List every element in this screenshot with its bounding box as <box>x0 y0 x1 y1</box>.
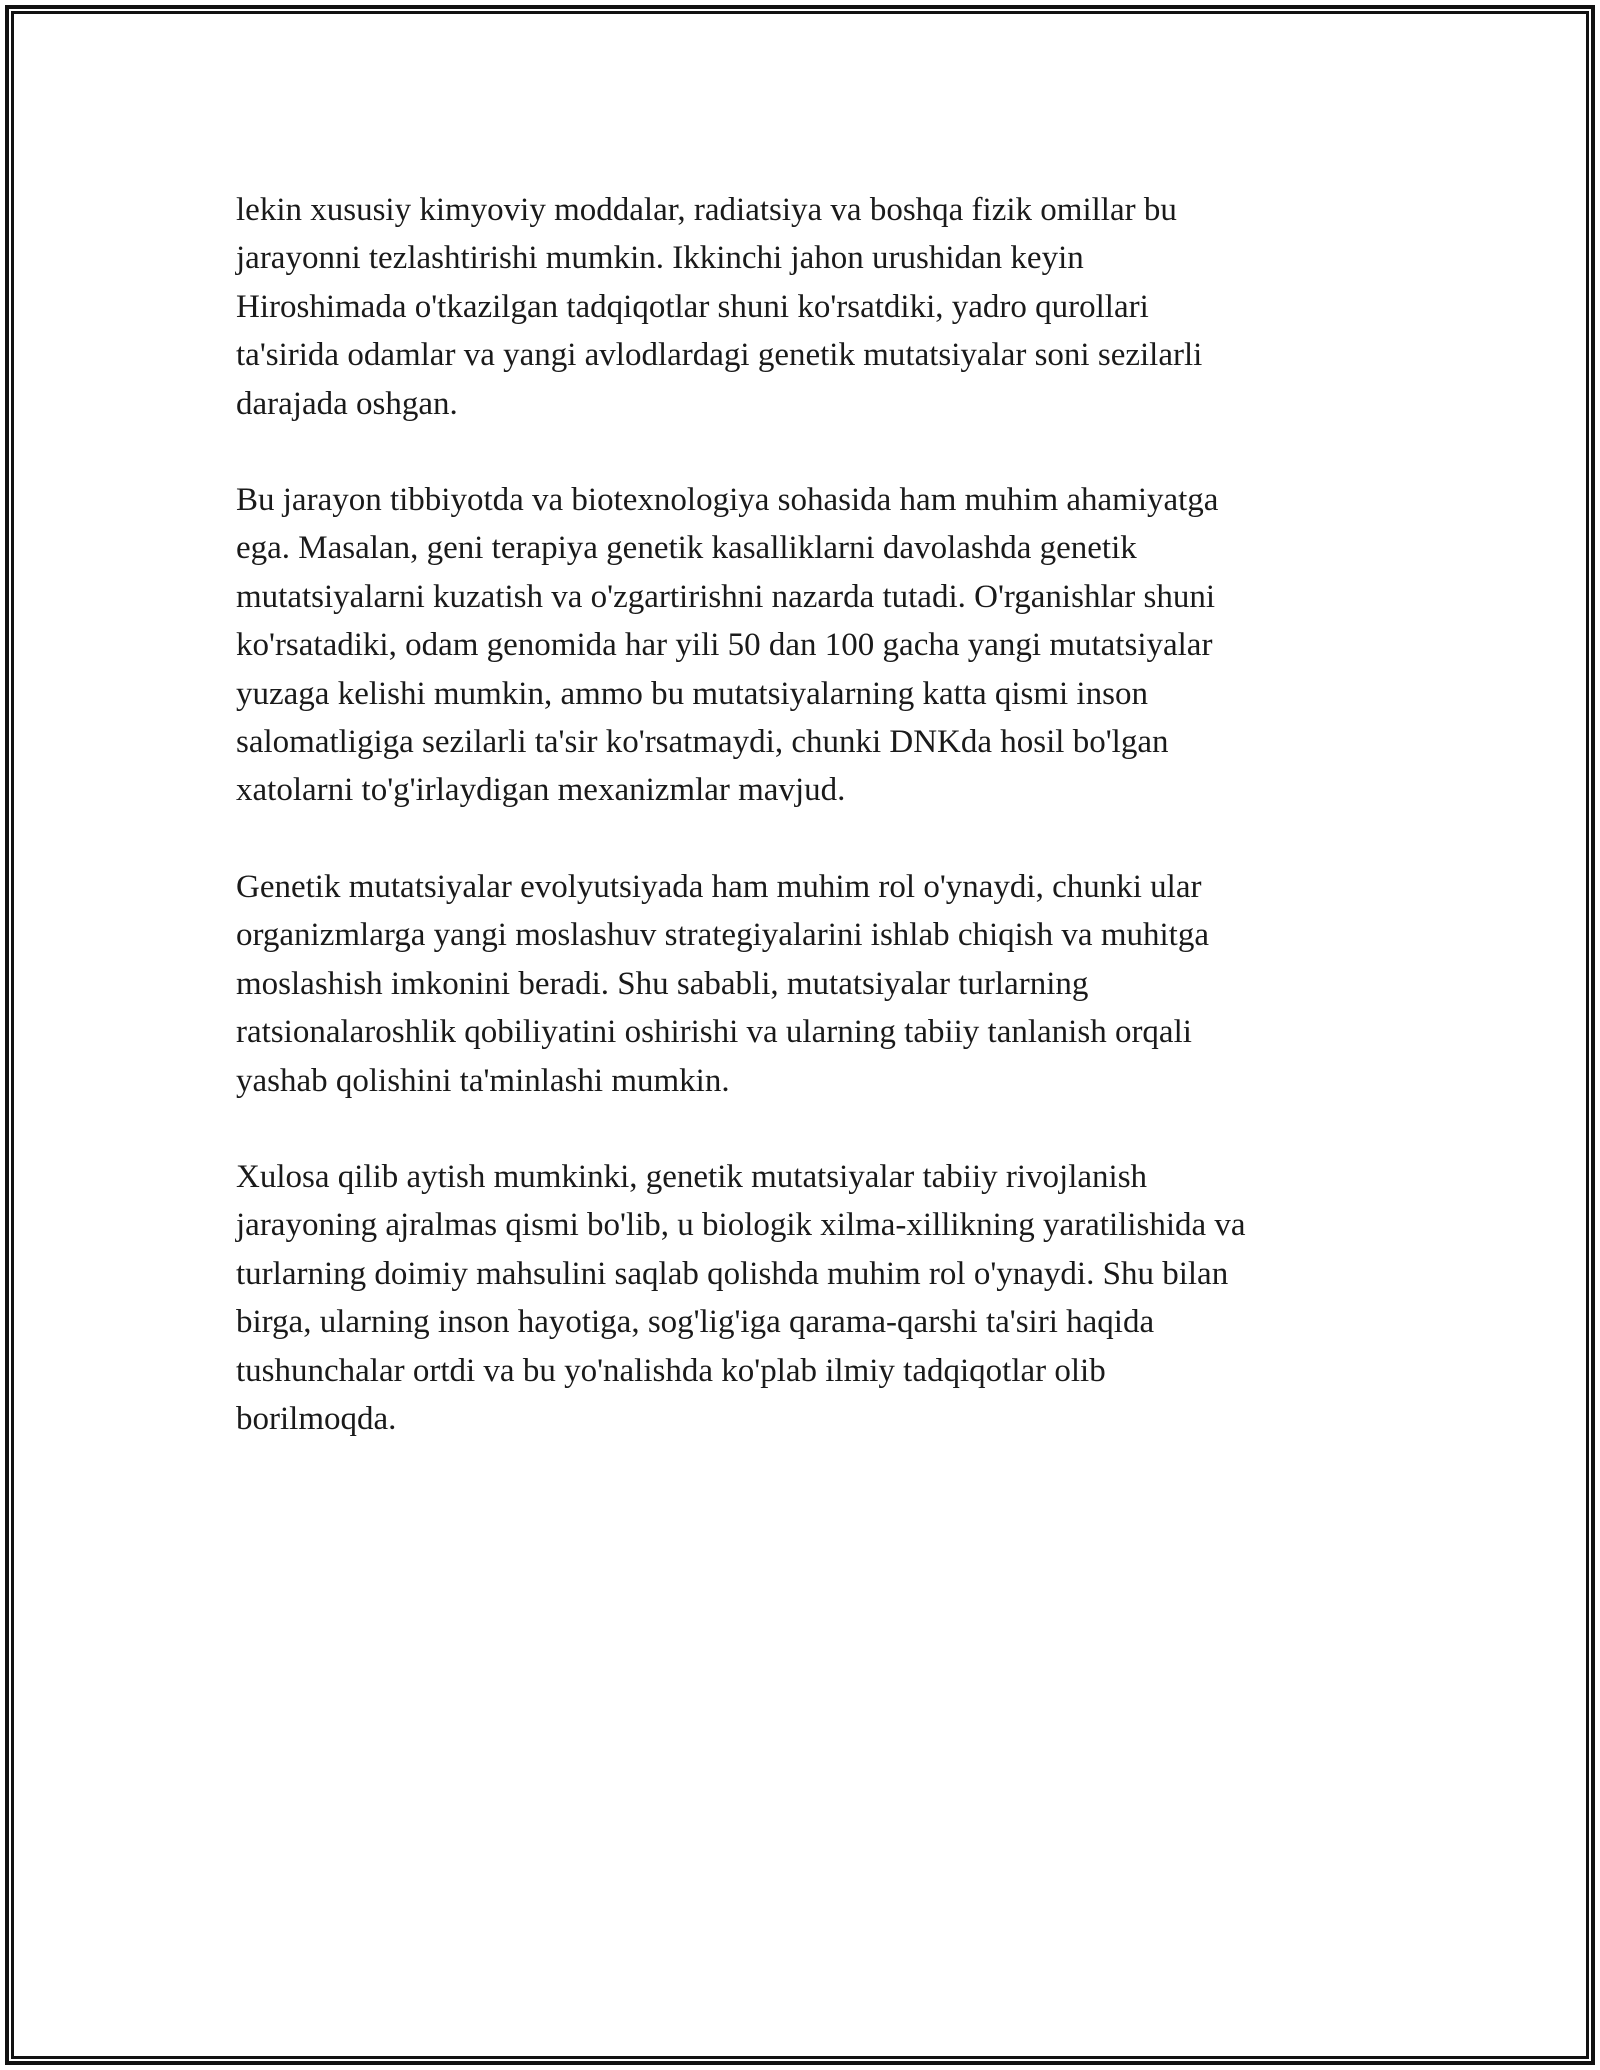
document-body <box>236 186 1366 1491</box>
text-line: darajada oshgan. <box>236 385 458 422</box>
text-line: birga, ularning inson hayotiga, sog'lig'iga qarama-qarshi ta'siri haqida <box>236 1304 1155 1341</box>
text-line: Hiroshimada o'tkazilgan tadqiqotlar shuni ko'rsatdiki, yadro qurollari <box>236 288 1149 325</box>
text-line: borilmoqda. <box>236 1400 397 1437</box>
text-line: jarayoning ajralmas qismi bo'lib, u biologik xilma-xillikning yaratilishida va <box>236 1207 1246 1244</box>
text-line: ega. Masalan, geni terapiya genetik kasalliklarni davolashda genetik <box>236 530 1137 567</box>
paragraph-1 <box>236 186 1366 428</box>
text-line: yuzaga kelishi mumkin, ammo bu mutatsiyalarning katta qismi inson <box>236 675 1148 712</box>
text-line: turlarning doimiy mahsulini saqlab qolishda muhim rol o'ynaydi. Shu bilan <box>236 1255 1229 1292</box>
paragraph-4 <box>236 1153 1366 1443</box>
text-line: Xulosa qilib aytish mumkinki, genetik mutatsiyalar tabiiy rivojlanish <box>236 1158 1148 1195</box>
paragraph-2 <box>236 476 1366 815</box>
text-line: ta'sirida odamlar va yangi avlodlardagi genetik mutatsiyalar soni sezilarli <box>236 337 1203 374</box>
text-line: xatolarni to'g'irlaydigan mexanizmlar mavjud. <box>236 772 846 809</box>
text-line: lekin xususiy kimyoviy moddalar, radiatsiya va boshqa fizik omillar bu <box>236 192 1177 228</box>
text-line: jarayonni tezlashtirishi mumkin. Ikkinchi jahon urushidan keyin <box>236 240 1084 277</box>
text-line: yashab qolishini ta'minlashi mumkin. <box>236 1062 730 1099</box>
text-line: salomatligiga sezilarli ta'sir ko'rsatmaydi, chunki DNKda hosil bo'lgan <box>236 724 1169 761</box>
text-line: ko'rsatadiki, odam genomida har yili 50 dan 100 gacha yangi mutatsiyalar <box>236 627 1213 664</box>
text-line: Bu jarayon tibbiyotda va biotexnologiya sohasida ham muhim ahamiyatga <box>236 482 1219 519</box>
text-line: mutatsiyalarni kuzatish va o'zgartirishni nazarda tutadi. O'rganishlar shuni <box>236 578 1216 615</box>
text-line: ratsionalaroshlik qobiliyatini oshirishi va ularning tabiiy tanlanish orqali <box>236 1014 1192 1051</box>
text-line: Genetik mutatsiyalar evolyutsiyada ham muhim rol o'ynaydi, chunki ular <box>236 868 1202 905</box>
paragraph-3 <box>236 863 1366 1105</box>
text-line: tushunchalar ortdi va bu yo'nalishda ko'plab ilmiy tadqiqotlar olib <box>236 1352 1106 1389</box>
text-line: moslashish imkonini beradi. Shu sababli, mutatsiyalar turlarning <box>236 965 1089 1002</box>
text-line: organizmlarga yangi moslashuv strategiyalarini ishlab chiqish va muhitga <box>236 917 1209 954</box>
